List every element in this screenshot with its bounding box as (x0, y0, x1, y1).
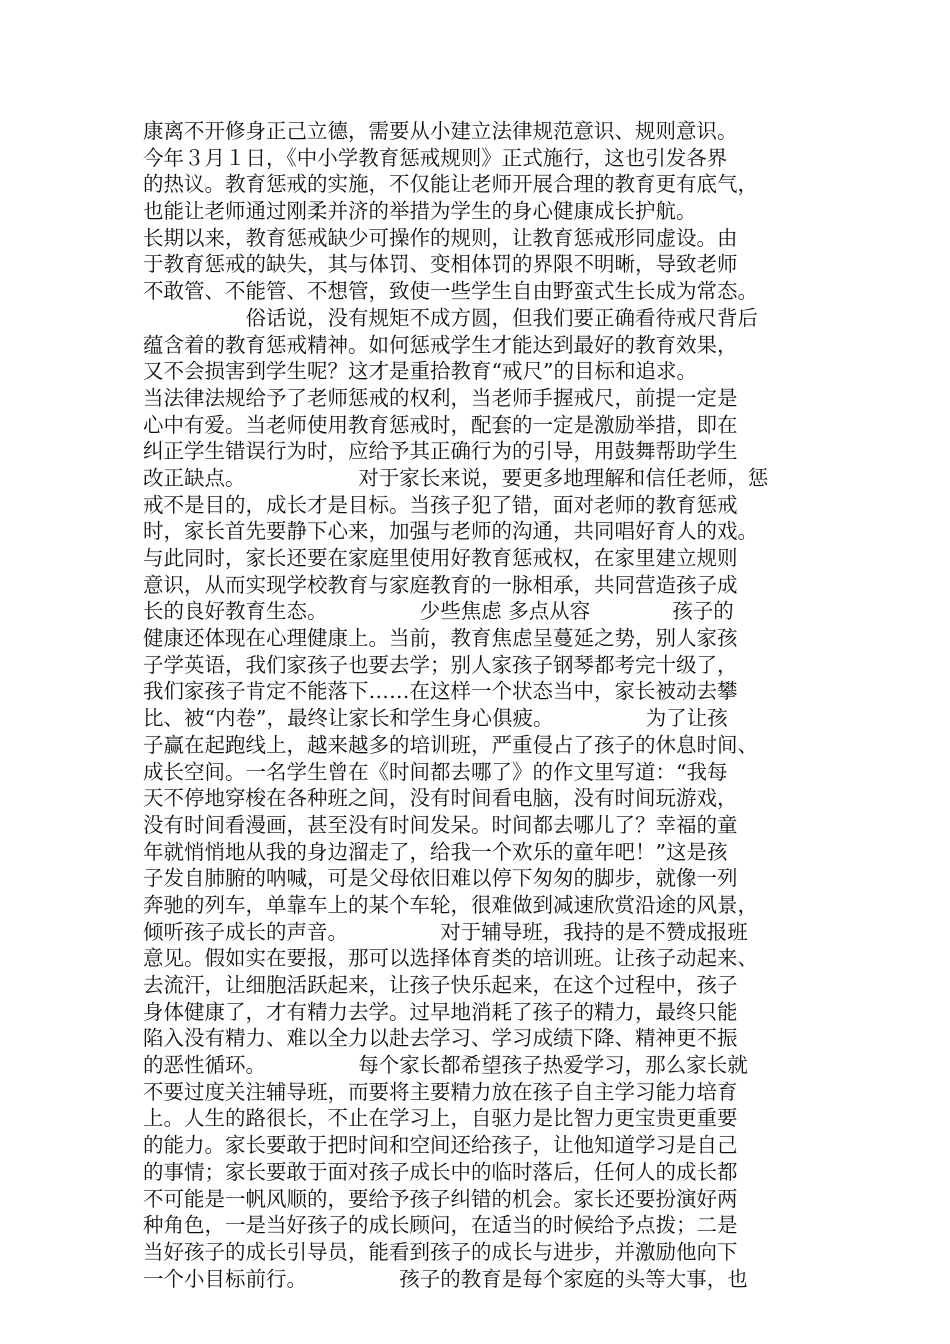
text-line: 没有时间看漫画，甚至没有时间发呆。时间都去哪儿了？幸福的童 (143, 812, 738, 837)
text-line: 成长空间。一名学生曾在《时间都去哪了》的作文里写道：“我每 (143, 759, 728, 784)
text-line: 年就悄悄地从我的身边溜走了，给我一个欢乐的童年吧！”这是孩 (143, 839, 728, 864)
text-line: 比、被“内卷”，最终让家长和学生身心俱疲。 为了让孩 (143, 706, 728, 731)
text-line: 蕴含着的教育惩戒精神。如何惩戒学生才能达到最好的教育效果， (143, 332, 738, 357)
text-line: 长期以来，教育惩戒缺少可操作的规则，让教育惩戒形同虚设。由 (143, 225, 738, 250)
text-line: 当法律法规给予了老师惩戒的权利，当老师手握戒尺，前提一定是 (143, 385, 738, 410)
text-line: 天不停地穿梭在各种班之间，没有时间看电脑，没有时间玩游戏， (143, 786, 738, 811)
text-line: 子学英语，我们家孩子也要去学；别人家孩子钢琴都考完十级了， (143, 652, 738, 677)
text-line: 陷入没有精力、难以全力以赴去学习、学习成绩下降、精神更不振 (143, 1026, 738, 1051)
text-line: 的热议。教育惩戒的实施，不仅能让老师开展合理的教育更有底气， (143, 172, 758, 197)
text-line: 意识，从而实现学校教育与家庭教育的一脉相承，共同营造孩子成 (143, 572, 738, 597)
text-line: 俗话说，没有规矩不成方圆，但我们要正确看待戒尺背后 (143, 305, 758, 330)
text-line: 当好孩子的成长引导员，能看到孩子的成长与进步，并激励他向下 (143, 1239, 738, 1264)
text-line: 不要过度关注辅导班，而要将主要精力放在孩子自主学习能力培育 (143, 1079, 738, 1104)
body-text (143, 118, 823, 1292)
text-line: 身体健康了，才有精力去学。过早地消耗了孩子的精力，最终只能 (143, 999, 738, 1024)
text-line: 与此同时，家长还要在家庭里使用好教育惩戒权，在家里建立规则 (143, 546, 738, 570)
text-line: 时，家长首先要静下心来，加强与老师的沟通，共同唱好育人的戏。 (143, 519, 758, 544)
text-line: 倾听孩子成长的声音。 对于辅导班，我持的是不赞成报班 (143, 919, 748, 944)
text-line: 意见。假如实在要报，那可以选择体育类的培训班。让孩子动起来、 (143, 946, 758, 971)
text-line: 一个小目标前行。 孩子的教育是每个家庭的头等大事，也 (143, 1266, 748, 1291)
text-line: 种角色，一是当好孩子的成长顾问，在适当的时候给予点拨；二是 (143, 1213, 738, 1238)
text-line: 今年３月１日，《中小学教育惩戒规则》正式施行，这也引发各界 (143, 145, 728, 170)
text-line: 改正缺点。 对于家长来说，要更多地理解和信任老师，惩 (143, 465, 769, 490)
text-line: 健康还体现在心理健康上。当前，教育焦虑呈蔓延之势，别人家孩 (143, 626, 738, 651)
text-line: 纠正学生错误行为时，应给予其正确行为的引导，用鼓舞帮助学生 (143, 439, 738, 464)
text-line: 去流汗，让细胞活跃起来，让孩子快乐起来，在这个过程中，孩子 (143, 973, 738, 997)
text-line: 奔驰的列车，单靠车上的某个车轮，很难做到减速欣赏沿途的风景， (143, 892, 758, 917)
text-line: 的能力。家长要敢于把时间和空间还给孩子，让他知道学习是自己 (143, 1133, 738, 1158)
text-line: 不敢管、不能管、不想管，致使一些学生自由野蛮式生长成为常态。 (143, 279, 758, 304)
text-line: 心中有爱。当老师使用教育惩戒时，配套的一定是激励举措，即在 (143, 412, 738, 437)
text-line: 康离不开修身正己立德，需要从小建立法律规范意识、规则意识。 (143, 119, 738, 143)
text-line: 我们家孩子肯定不能落下……在这样一个状态当中，家长被动去攀 (143, 679, 738, 704)
text-line: 上。人生的路很长，不止在学习上，自驱力是比智力更宝贵更重要 (143, 1106, 738, 1131)
text-line: 长的良好教育生态。 少些焦虑 多点从容 孩子的 (143, 599, 734, 624)
text-line: 也能让老师通过刚柔并济的举措为学生的身心健康成长护航。 (143, 199, 697, 224)
text-line: 的恶性循环。 每个家长都希望孩子热爱学习，那么家长就 (143, 1053, 748, 1078)
text-line: 于教育惩戒的缺失，其与体罚、变相体罚的界限不明晰，导致老师 (143, 252, 738, 277)
text-line: 戒不是目的，成长才是目标。当孩子犯了错，面对老师的教育惩戒 (143, 492, 738, 517)
text-line: 的事情；家长要敢于面对孩子成长中的临时落后，任何人的成长都 (143, 1159, 738, 1184)
text-line: 又不会损害到学生呢？这才是重拾教育“戒尺”的目标和追求。 (143, 359, 697, 384)
text-line: 不可能是一帆风顺的，要给予孩子纠错的机会。家长还要扮演好两 (143, 1186, 738, 1211)
text-line: 子赢在起跑线上，越来越多的培训班，严重侵占了孩子的休息时间、 (143, 732, 758, 757)
text-line: 子发自肺腑的呐喊，可是父母依旧难以停下匆匆的脚步，就像一列 (143, 866, 738, 891)
